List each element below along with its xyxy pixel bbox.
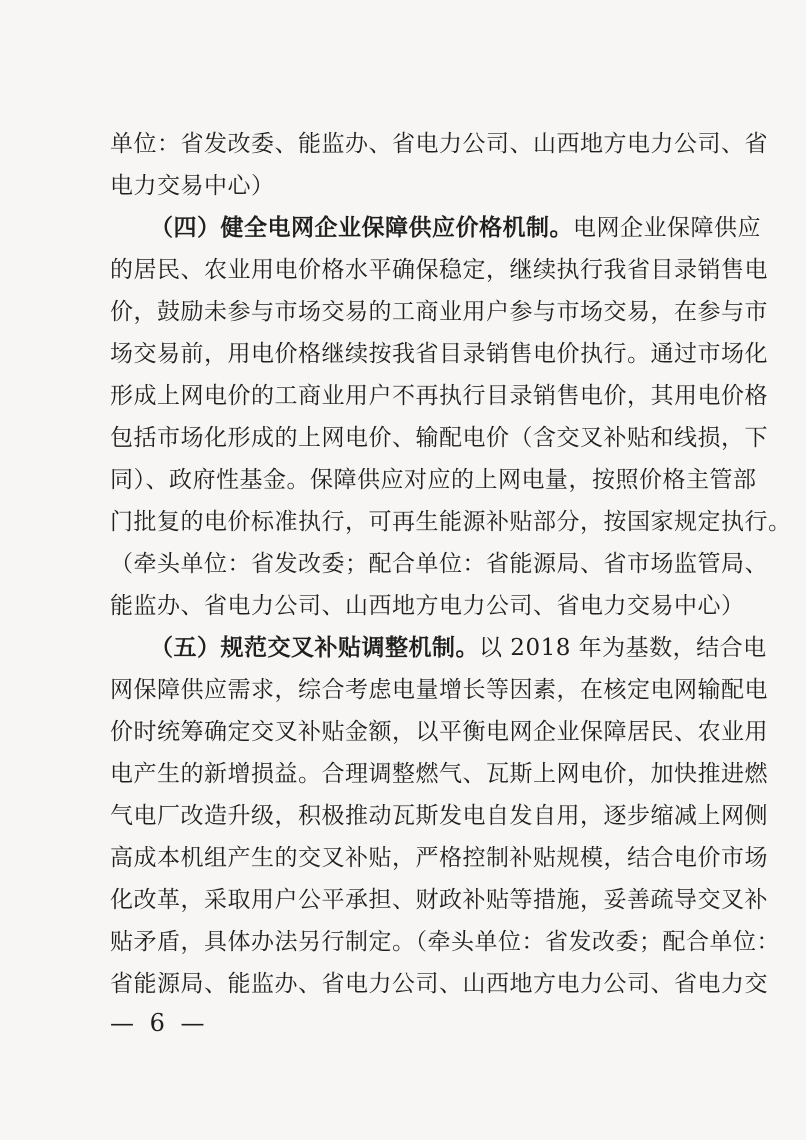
section-heading-5: （五）规范交叉补贴调整机制。 xyxy=(150,635,479,661)
text-line: 贴矛盾，具体办法另行制定。（牵头单位：省发改委；配合单位： xyxy=(110,929,780,955)
text-line: 省能源局、能监办、省电力公司、山西地方电力公司、省电力交 xyxy=(110,971,768,997)
text-line: 化改革，采取用户公平承担、财政补贴等措施，妥善疏导交叉补 xyxy=(110,887,768,913)
text-line: 网保障供应需求，综合考虑电量增长等因素，在核定电网输配电 xyxy=(110,677,768,703)
text-line: 价时统筹确定交叉补贴金额，以平衡电网企业保障居民、农业用 xyxy=(110,719,768,745)
text-line: 单位：省发改委、能监办、省电力公司、山西地方电力公司、省 xyxy=(110,131,768,157)
section-heading-4: （四）健全电网企业保障供应价格机制。 xyxy=(150,215,573,241)
text-line xyxy=(150,631,767,665)
text-line: 包括市场化形成的上网电价、输配电价（含交叉补贴和线损，下 xyxy=(110,425,768,451)
text-line: 能监办、省电力公司、山西地方电力公司、省电力交易中心） xyxy=(110,593,745,619)
text-line xyxy=(150,211,761,245)
page-number: — 6 — xyxy=(110,1009,209,1037)
text-line: 高成本机组产生的交叉补贴，严格控制补贴规模，结合电价市场 xyxy=(110,845,768,871)
text-line: 形成上网电价的工商业用户不再执行目录销售电价，其用电价格 xyxy=(110,383,768,409)
section-text: 以 2018 年为基数，结合电 xyxy=(479,635,767,661)
text-line: 价，鼓励未参与市场交易的工商业用户参与市场交易，在参与市 xyxy=(110,299,768,325)
text-line: 的居民、农业用电价格水平确保稳定，继续执行我省目录销售电 xyxy=(110,257,768,283)
text-line: 电产生的新增损益。合理调整燃气、瓦斯上网电价，加快推进燃 xyxy=(110,761,768,787)
text-line: 同）、政府性基金。保障供应对应的上网电量，按照价格主管部 xyxy=(110,467,757,493)
section-text: 电网企业保障供应 xyxy=(573,215,761,241)
text-line: 门批复的电价标准执行，可再生能源补贴部分，按国家规定执行。 xyxy=(110,509,792,535)
text-line: 电力交易中心） xyxy=(110,173,275,199)
text-line: 气电厂改造升级，积极推动瓦斯发电自发自用，逐步缩减上网侧 xyxy=(110,803,768,829)
text-line: （牵头单位：省发改委；配合单位：省能源局、省市场监管局、 xyxy=(110,551,768,577)
text-line: 场交易前，用电价格继续按我省目录销售电价执行。通过市场化 xyxy=(110,341,768,367)
